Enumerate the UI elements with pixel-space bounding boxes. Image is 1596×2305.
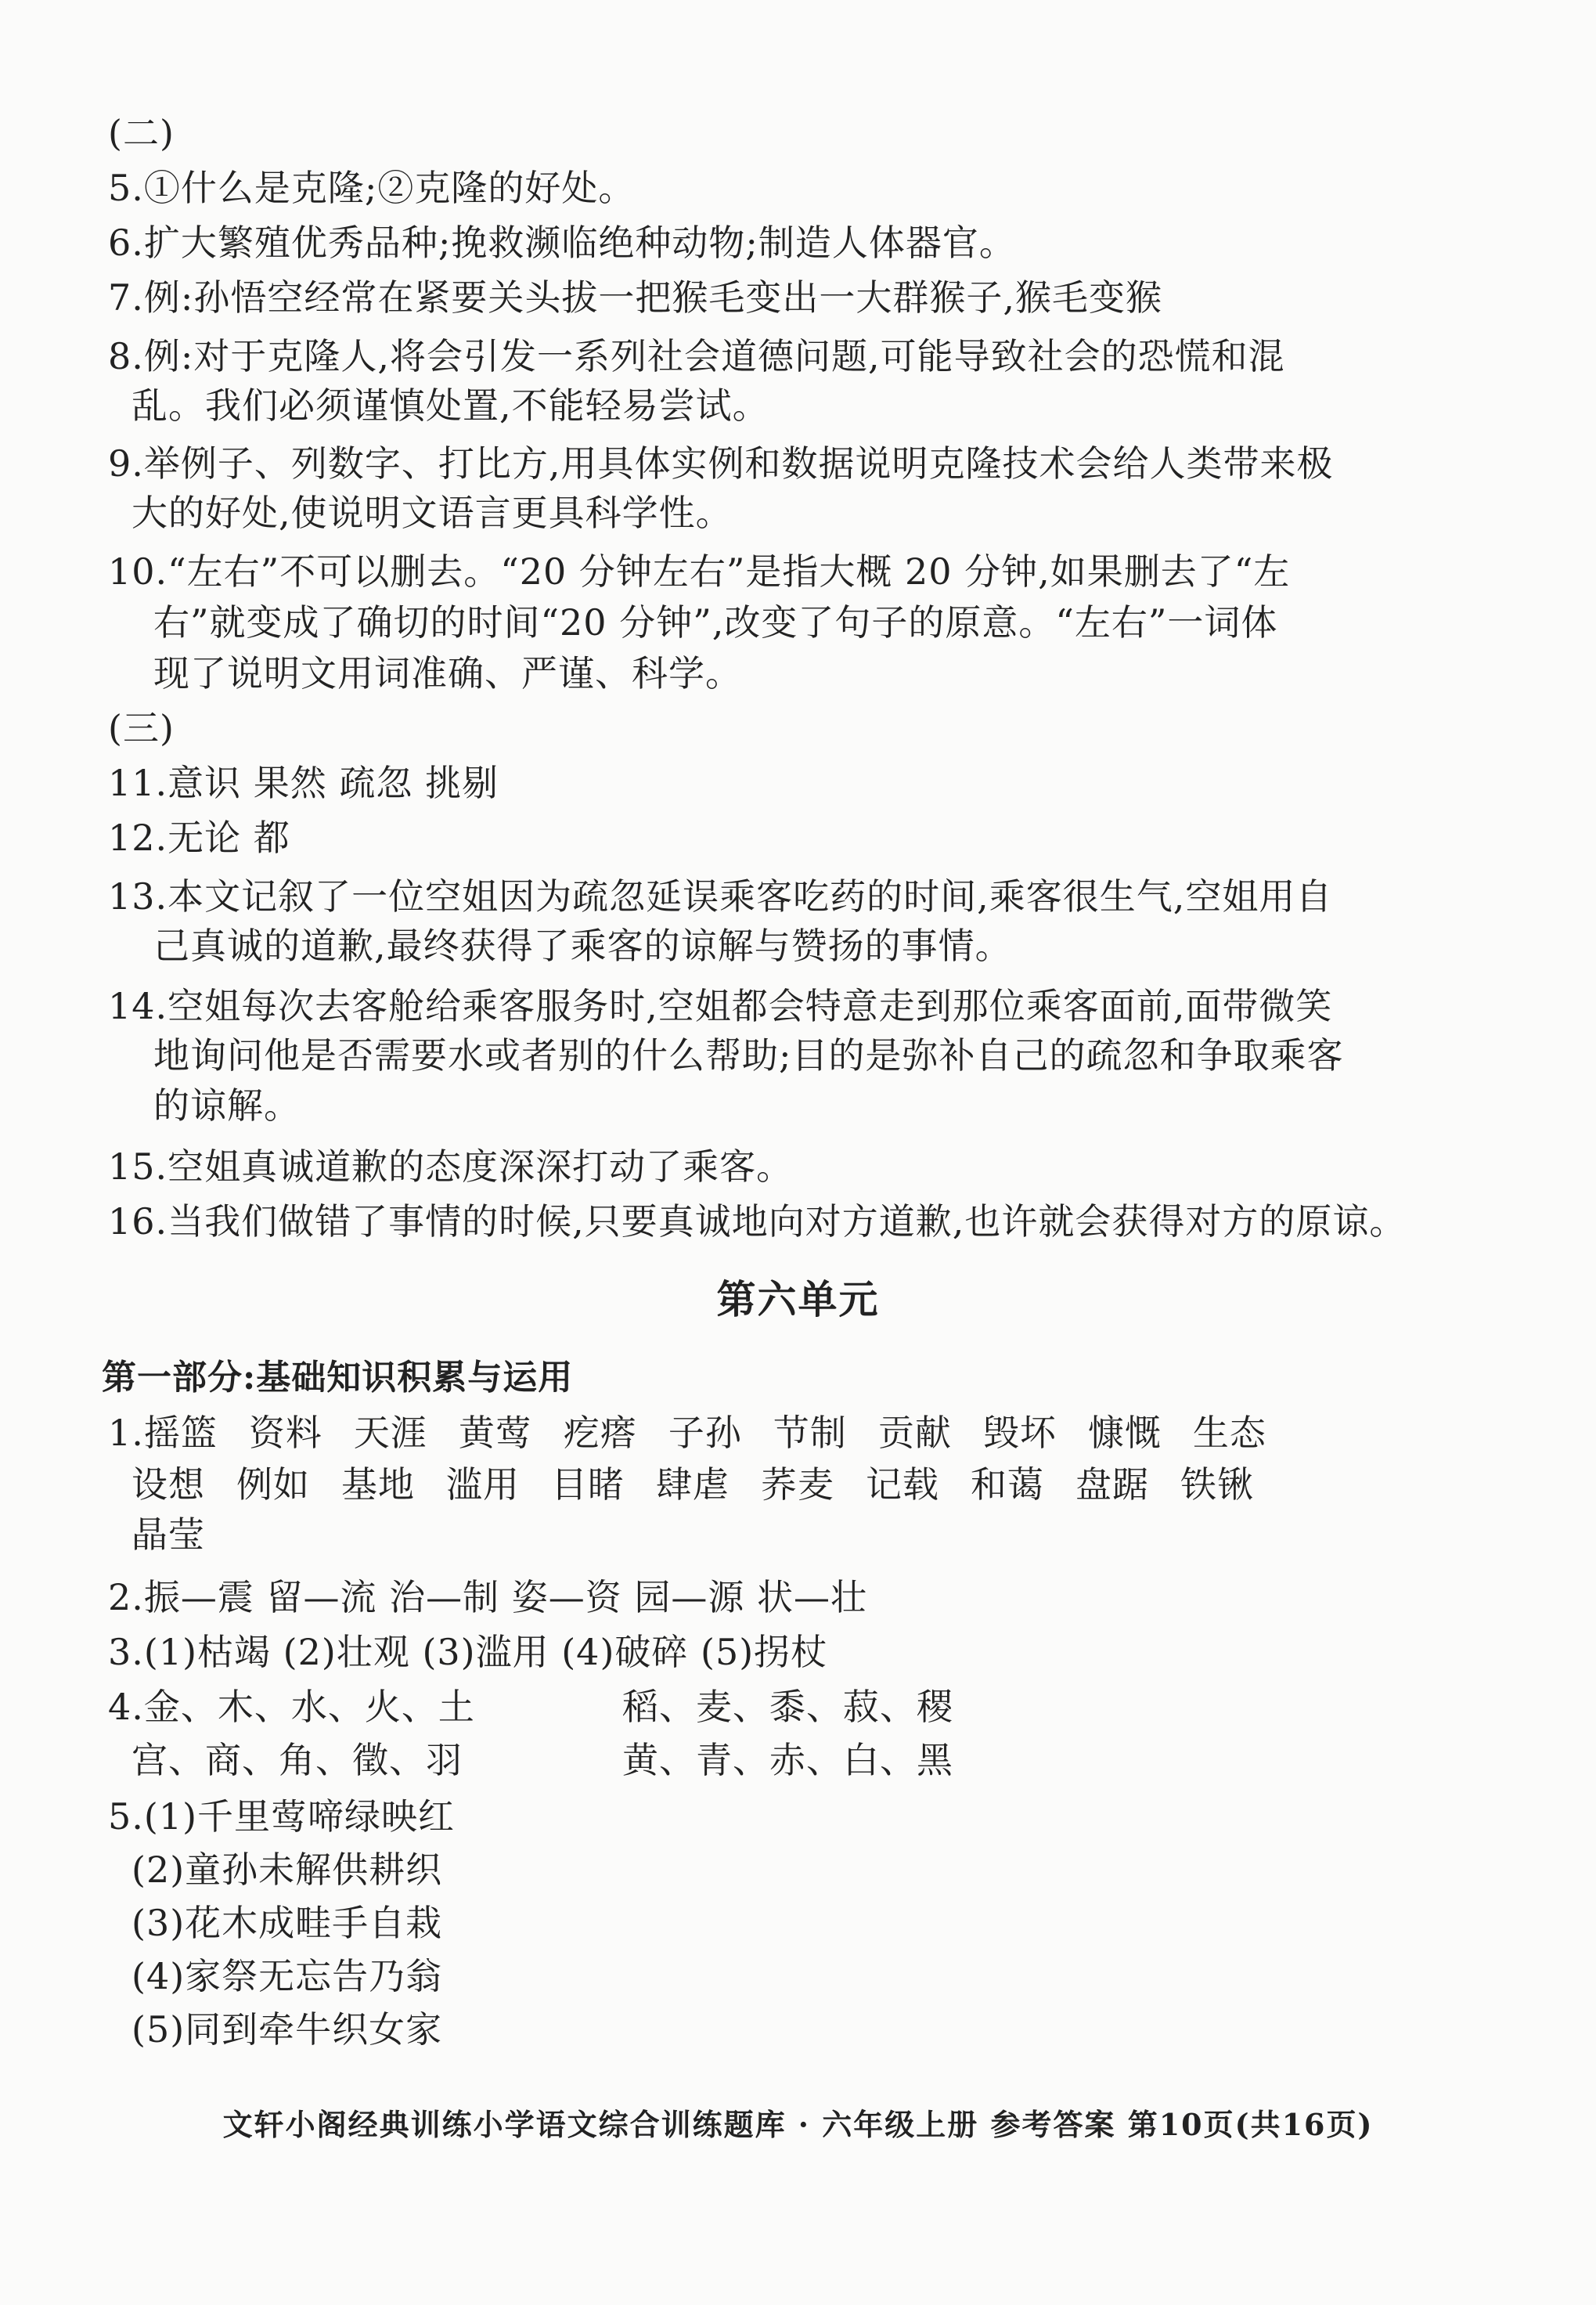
question-5-line-2: (2)童孙未解供耕织 <box>131 1849 443 1891</box>
word-item: 资料 <box>248 1412 322 1454</box>
word-item: 肆虐 <box>656 1463 730 1506</box>
answer-5: 5.①什么是克隆;②克隆的好处。 <box>108 167 636 209</box>
question-5-line-3: (3)花木成畦手自栽 <box>131 1902 443 1944</box>
question-5-line-4: (4)家祭无忘告乃翁 <box>131 1955 443 1997</box>
question-5-line-5: (5)同到牵牛织女家 <box>131 2008 443 2051</box>
word-item: 生态 <box>1192 1412 1266 1454</box>
word-item: 摇篮 <box>143 1412 218 1454</box>
word-item: 天涯 <box>353 1412 427 1454</box>
word-item: 盘踞 <box>1075 1463 1149 1506</box>
question-4-line-1-left: 4.金、木、水、火、土 <box>108 1686 475 1728</box>
word-item: 基地 <box>341 1463 415 1506</box>
answer-11: 11.意识 果然 疏忽 挑剔 <box>108 762 499 804</box>
word-item: 目睹 <box>551 1463 625 1506</box>
word-item: 设想 <box>131 1463 205 1506</box>
word-item: 节制 <box>773 1412 847 1454</box>
section-heading-3: (三) <box>108 707 175 749</box>
page-footer: 文轩小阁经典训练小学语文综合训练题库 · 六年级上册 参考答案 第10页(共16页) <box>222 2107 1374 2142</box>
section-heading-2: (二) <box>108 112 175 154</box>
answer-9-line-2: 大的好处,使说明文语言更具科学性。 <box>131 492 733 534</box>
word-item: 贡献 <box>877 1412 952 1454</box>
answer-9-line-1: 9.举例子、列数字、打比方,用具体实例和数据说明克隆技术会给人类带来极 <box>108 442 1334 485</box>
answer-7: 7.例:孙悟空经常在紧要关头拔一把猴毛变出一大群猴子,猴毛变猴 <box>108 276 1163 319</box>
word-item: 晶莹 <box>131 1513 205 1556</box>
word-item: 子孙 <box>668 1412 742 1454</box>
answer-16: 16.当我们做错了事情的时候,只要真诚地向对方道歉,也许就会获得对方的原谅。 <box>108 1200 1407 1243</box>
word-item: 黄莺 <box>458 1412 532 1454</box>
question-1-number: 1. <box>108 1412 144 1454</box>
question-3: 3.(1)枯竭 (2)壮观 (3)滥用 (4)破碎 (5)拐杖 <box>108 1631 828 1673</box>
word-item: 滥用 <box>446 1463 520 1506</box>
question-1-row-2 <box>131 1461 1285 1508</box>
question-4-line-1-right: 稻、麦、黍、菽、稷 <box>622 1686 953 1728</box>
question-4-line-2-left: 宫、商、角、徵、羽 <box>131 1739 463 1781</box>
answer-10-line-1: 10.“左右”不可以删去。“20 分钟左右”是指大概 20 分钟,如果删去了“左 <box>108 550 1291 593</box>
part-title: 第一部分:基础知识积累与运用 <box>102 1358 574 1398</box>
answer-6: 6.扩大繁殖优秀品种;挽救濒临绝种动物;制造人体器官。 <box>108 222 1016 264</box>
question-1-row-1 <box>108 1409 1298 1456</box>
answer-15: 15.空姐真诚道歉的态度深深打动了乘客。 <box>108 1145 794 1188</box>
answer-8-line-2: 乱。我们必须谨慎处置,不能轻易尝试。 <box>131 384 769 427</box>
answer-13-line-2: 己真诚的道歉,最终获得了乘客的谅解与赞扬的事情。 <box>153 925 1012 967</box>
answer-8-line-1: 8.例:对于克隆人,将会引发一系列社会道德问题,可能导致社会的恐慌和混 <box>108 335 1285 377</box>
word-item: 铁锹 <box>1180 1463 1254 1506</box>
word-item: 疙瘩 <box>563 1412 637 1454</box>
word-item: 记载 <box>866 1463 939 1506</box>
answer-12: 12.无论 都 <box>108 817 290 859</box>
answer-13-line-1: 13.本文记叙了一位空姐因为疏忽延误乘客吃药的时间,乘客很生气,空姐用自 <box>108 875 1333 918</box>
answer-14-line-1: 14.空姐每次去客舱给乘客服务时,空姐都会特意走到那位乘客面前,面带微笑 <box>108 985 1333 1027</box>
question-4-line-2-right: 黄、青、赤、白、黑 <box>622 1739 953 1781</box>
answer-10-line-2: 右”就变成了确切的时间“20 分钟”,改变了句子的原意。“左右”一词体 <box>153 601 1278 644</box>
question-2: 2.振—震 留—流 治—制 姿—资 园—源 状—壮 <box>108 1576 867 1618</box>
word-item: 慷慨 <box>1087 1412 1162 1454</box>
word-item: 和蔼 <box>971 1463 1044 1506</box>
answer-10-line-3: 现了说明文用词准确、严谨、科学。 <box>153 652 742 694</box>
unit-title: 第六单元 <box>716 1276 880 1322</box>
word-item: 毁坏 <box>982 1412 1057 1454</box>
question-5-line-1: 5.(1)千里莺啼绿映红 <box>108 1795 456 1838</box>
word-item: 荞麦 <box>761 1463 834 1506</box>
question-1-row-3 <box>131 1511 236 1558</box>
answer-14-line-3: 的谅解。 <box>153 1084 301 1127</box>
word-item: 例如 <box>236 1463 310 1506</box>
answer-14-line-2: 地询问他是否需要水或者别的什么帮助;目的是弥补自己的疏忽和争取乘客 <box>153 1034 1344 1077</box>
